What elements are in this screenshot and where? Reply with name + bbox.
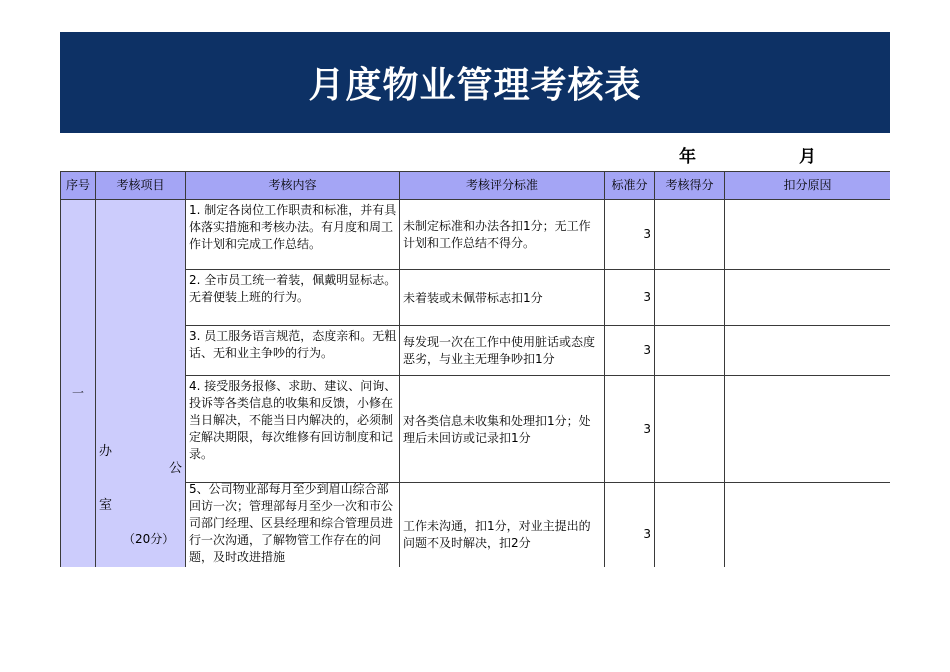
- category-score: （20分）: [123, 532, 175, 546]
- obtained-score-cell[interactable]: [655, 376, 725, 483]
- content-text: 1. 制定各岗位工作职责和标准，并有具体落实措施和考核办法。有月度和周工作计划和完成工作总结。: [189, 203, 397, 251]
- assessment-table: [60, 171, 890, 567]
- deduction-reason-cell[interactable]: [725, 483, 891, 568]
- criteria-cell: 对各类信息未收集和处理扣1分；处理后未回访或记录扣1分: [400, 376, 605, 483]
- section-seq: 一: [71, 385, 84, 400]
- assessment-table-wrapper: [60, 171, 890, 567]
- page-title: 月度物业管理考核表: [308, 65, 642, 106]
- content-text: 4. 接受服务报修、求助、建议、问询、投诉等各类信息的收集和反馈，小修在当日解决，不能当日内解决的，必须制定解决期限，每次维修有回访制度和记录。: [189, 379, 397, 461]
- content-cell: [186, 326, 400, 376]
- header-deduction-reason: 扣分原因: [725, 172, 891, 200]
- content-text: 2. 全市员工统一着装，佩戴明显标志。无着便装上班的行为。: [189, 273, 397, 304]
- title-banner: [60, 32, 890, 133]
- category-cell: [96, 200, 186, 568]
- header-seq: 序号: [61, 172, 96, 200]
- obtained-score-cell[interactable]: [655, 483, 725, 568]
- section-seq-cell: [61, 200, 96, 568]
- standard-score-cell: 3: [605, 376, 655, 483]
- content-cell: [186, 483, 400, 568]
- criteria-cell: 未制定标准和办法各扣1分；无工作计划和工作总结不得分。: [400, 200, 605, 270]
- obtained-score-cell[interactable]: [655, 200, 725, 270]
- obtained-score-cell[interactable]: [655, 326, 725, 376]
- criteria-cell: 每发现一次在工作中使用脏话或态度恶劣，与业主无理争吵扣1分: [400, 326, 605, 376]
- month-label: 月: [799, 147, 816, 167]
- category-char: 室: [99, 498, 113, 513]
- content-text: 5、公司物业部每月至少到眉山综合部回访一次；管理部每月至少一次和市公司部门经理、区县经理和综合管理员进行一次沟通，了解物管工作存在的问题，及时改进措施: [189, 482, 394, 564]
- criteria-cell: 工作未沟通，扣1分，对业主提出的问题不及时解决，扣2分: [400, 483, 605, 568]
- header-row: [61, 172, 891, 200]
- standard-score-cell: 3: [605, 270, 655, 326]
- standard-score-cell: 3: [605, 326, 655, 376]
- header-item: 考核项目: [96, 172, 186, 200]
- table-row: [61, 200, 891, 270]
- category-char: 办: [99, 444, 113, 459]
- obtained-score-cell[interactable]: [655, 270, 725, 326]
- content-text: 3. 员工服务语言规范，态度亲和。无粗话、无和业主争吵的行为。: [189, 329, 397, 360]
- header-standard-score: 标准分: [605, 172, 655, 200]
- criteria-cell: 未着装或未佩带标志扣1分: [400, 270, 605, 326]
- category-char: 公: [168, 461, 182, 476]
- header-content: 考核内容: [186, 172, 400, 200]
- deduction-reason-cell[interactable]: [725, 270, 891, 326]
- header-obtained-score: 考核得分: [655, 172, 725, 200]
- deduction-reason-cell[interactable]: [725, 200, 891, 270]
- deduction-reason-cell[interactable]: [725, 326, 891, 376]
- content-cell: [186, 270, 400, 326]
- standard-score-cell: 3: [605, 200, 655, 270]
- header-criteria: 考核评分标准: [400, 172, 605, 200]
- year-label: 年: [679, 147, 696, 167]
- standard-score-cell: 3: [605, 483, 655, 568]
- deduction-reason-cell[interactable]: [725, 376, 891, 483]
- content-cell: [186, 200, 400, 270]
- content-cell: [186, 376, 400, 483]
